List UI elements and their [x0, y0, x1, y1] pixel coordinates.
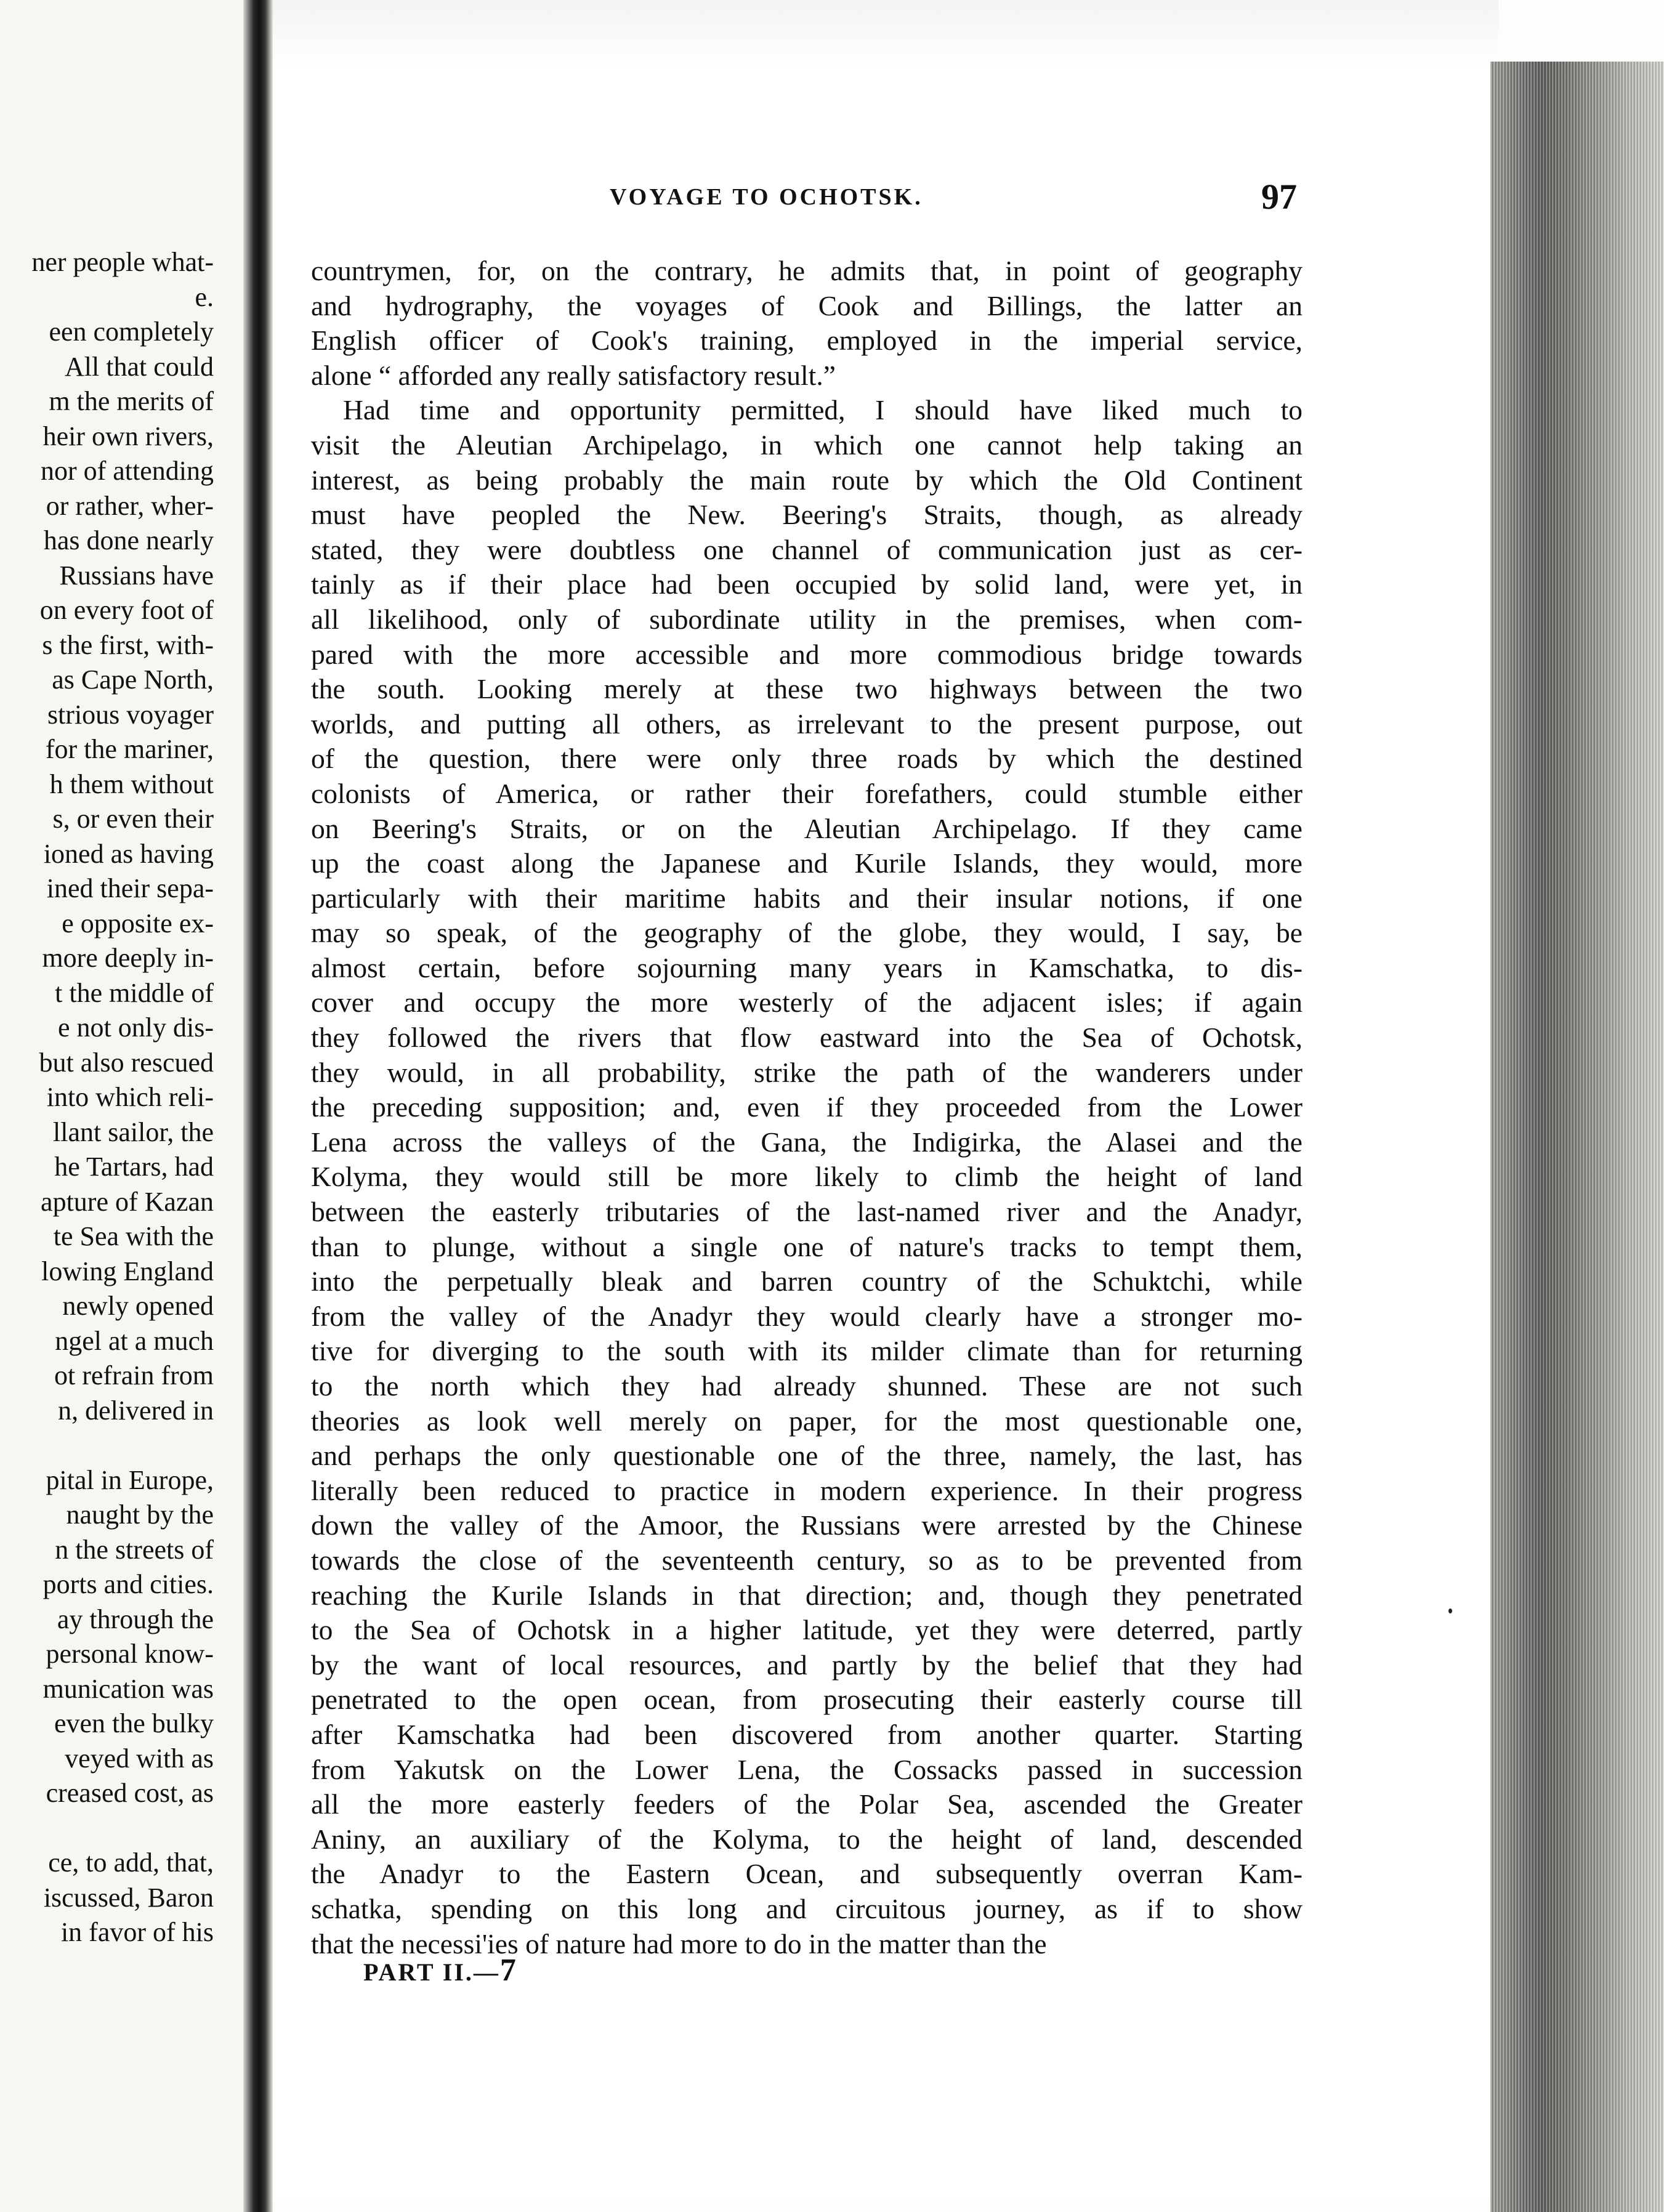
left-page-line: ngel at a much [55, 1325, 214, 1356]
left-page-line: creased cost, as [46, 1778, 214, 1808]
body-line: pared with the more accessible and more commodious bridge towards [311, 638, 1303, 670]
left-page-line: on every foot of [39, 595, 214, 625]
body-line: penetrated to the open ocean, from prosecuting their easterly course till [311, 1684, 1303, 1716]
left-page-line: s, or even their [52, 804, 214, 834]
body-line: Kolyma, they would still be more likely to climb the height of land [311, 1161, 1303, 1193]
left-page-line: in favor of his [60, 1917, 214, 1947]
body-line: English officer of Cook's training, employed in the imperial service, [311, 325, 1303, 357]
left-page-line: ot refrain from [54, 1360, 214, 1391]
body-line: from Yakutsk on the Lower Lena, the Cossacks passed in succession [311, 1753, 1303, 1785]
body-line: towards the close of the seventeenth century, so as to be prevented from [311, 1544, 1303, 1576]
left-page-text [0, 245, 214, 1950]
body-line: countrymen, for, on the contrary, he admits that, in point of geography [311, 255, 1303, 286]
body-line: they would, in all probability, strike the path of the wanderers under [311, 1056, 1303, 1088]
left-page-line: veyed with as [65, 1743, 214, 1774]
left-page-line: n, delivered in [58, 1395, 214, 1426]
running-head: VOYAGE TO OCHOTSK. [610, 184, 923, 210]
left-page-line: e not only dis- [58, 1012, 214, 1043]
left-page-line: naught by the [66, 1500, 214, 1530]
left-page-line: for the mariner, [45, 734, 214, 764]
left-page-line: e. [195, 281, 214, 312]
body-line: by the want of local resources, and partly by the belief that they had [311, 1649, 1303, 1681]
body-line: and perhaps the only questionable one of the three, namely, the last, has [311, 1440, 1303, 1472]
left-page-line: All that could [65, 351, 214, 382]
left-page-line: apture of Kazan [41, 1186, 214, 1217]
left-page-line: s the first, with- [42, 629, 214, 660]
left-page-line: personal know- [46, 1639, 214, 1669]
body-line: theories as look well merely on paper, for the most questionable one, [311, 1405, 1303, 1437]
left-page-line: te Sea with the [53, 1221, 214, 1251]
left-page-line: lowing England [41, 1256, 214, 1286]
left-page-line: has done nearly [43, 525, 214, 555]
body-line: schatka, spending on this long and circuitous journey, as if to show [311, 1892, 1303, 1924]
body-line: into the perpetually bleak and barren country of the Schuktchi, while [311, 1265, 1303, 1298]
body-line: Lena across the valleys of the Gana, the Indigirka, the Alasei and the [311, 1126, 1303, 1158]
body-line: may so speak, of the geography of the globe, they would, I say, be [311, 917, 1303, 949]
left-page-line [0, 1811, 214, 1846]
left-page-line: nor of attending [40, 456, 214, 486]
body-line: that the necessi'ies of nature had more to do in the matter than the [311, 1927, 1047, 1960]
left-page-line: e opposite ex- [62, 908, 214, 938]
left-page-line: ioned as having [43, 838, 214, 869]
ink-speck [1448, 1609, 1452, 1613]
body-line: Had time and opportunity permitted, I should have liked much to [343, 394, 1303, 426]
page-top-edge [273, 0, 1498, 68]
body-text [311, 254, 1303, 1961]
left-page-fragment [0, 0, 243, 2212]
body-line: to the north which they had already shunned. These are not such [311, 1370, 1303, 1402]
body-line: almost certain, before sojourning many years in Kamschatka, to dis- [311, 951, 1303, 983]
left-page-line: pital in Europe, [46, 1464, 214, 1495]
left-page-line: strious voyager [47, 699, 214, 730]
page-number: 97 [1261, 177, 1297, 217]
body-line: the south. Looking merely at these two highways between the two [311, 673, 1303, 705]
body-line: visit the Aleutian Archipelago, in which one cannot help taking an [311, 429, 1303, 461]
left-page-line: even the bulky [54, 1708, 214, 1738]
left-page-line: as Cape North, [52, 664, 214, 695]
left-page-line: more deeply in- [42, 943, 214, 973]
body-line: reaching the Kurile Islands in that direction; and, though they penetrated [311, 1579, 1303, 1611]
signature-text: PART II.— [363, 1958, 500, 1986]
body-line: down the valley of the Amoor, the Russians were arrested by the Chinese [311, 1509, 1303, 1541]
left-page-line: newly opened [62, 1291, 214, 1321]
left-page-line: ay through the [57, 1604, 214, 1634]
body-line: tainly as if their place had been occupied by solid land, were yet, in [311, 568, 1303, 600]
left-page-line: een completely [49, 317, 214, 347]
left-page-line: llant sailor, the [53, 1116, 214, 1147]
body-line: on Beering's Straits, or on the Aleutian Archipelago. If they came [311, 812, 1303, 844]
left-page-line [0, 1428, 214, 1463]
left-page-line: but also rescued [39, 1047, 214, 1078]
body-line: cover and occupy the more westerly of the adjacent isles; if again [311, 987, 1303, 1019]
signature-mark [363, 1952, 518, 1988]
body-line: to the Sea of Ochotsk in a higher latitude, yet they were deterred, partly [311, 1614, 1303, 1646]
left-page-line: ined their sepa- [46, 873, 214, 903]
body-line: alone “ afforded any really satisfactory result.” [311, 359, 836, 391]
left-page-line: ce, to add, that, [48, 1847, 214, 1878]
left-page-line: into which reli- [46, 1082, 214, 1112]
body-line: of the question, there were only three roads by which the destined [311, 743, 1303, 775]
left-page-line: or rather, wher- [46, 490, 214, 521]
body-line: all likelihood, only of subordinate utility in the premises, when com- [311, 603, 1303, 635]
left-page-line: m the merits of [49, 386, 214, 416]
left-page-line: t the middle of [55, 977, 214, 1008]
body-line: particularly with their maritime habits and their insular notions, if one [311, 882, 1303, 914]
body-line: than to plunge, without a single one of nature's tracks to tempt them, [311, 1230, 1303, 1262]
left-page-line: he Tartars, had [54, 1152, 214, 1182]
body-line: literally been reduced to practice in modern experience. In their progress [311, 1474, 1303, 1506]
left-page-line: munication was [42, 1673, 214, 1704]
body-line: must have peopled the New. Beering's Straits, though, as already [311, 499, 1303, 531]
body-line: they followed the rivers that flow eastward into the Sea of Ochotsk, [311, 1022, 1303, 1054]
page-edge-stack [1490, 62, 1664, 2212]
left-page-line: ports and cities. [42, 1569, 214, 1599]
body-line: the Anadyr to the Eastern Ocean, and subsequently overran Kam- [311, 1858, 1303, 1890]
signature-number: 7 [499, 1953, 518, 1988]
left-page-line: iscussed, Baron [43, 1882, 214, 1913]
body-line: stated, they were doubtless one channel of communication just as cer- [311, 533, 1303, 565]
body-line: interest, as being probably the main route by which the Old Continent [311, 464, 1303, 496]
body-line: tive for diverging to the south with its milder climate than for returning [311, 1335, 1303, 1367]
body-line: and hydrography, the voyages of Cook and Billings, the latter an [311, 289, 1303, 321]
body-line: between the easterly tributaries of the last-named river and the Anadyr, [311, 1196, 1303, 1228]
body-line: after Kamschatka had been discovered from another quarter. Starting [311, 1718, 1303, 1750]
body-line: Aniny, an auxiliary of the Kolyma, to the height of land, descended [311, 1823, 1303, 1855]
body-line: up the coast along the Japanese and Kurile Islands, they would, more [311, 847, 1303, 879]
left-page-line: ner people what- [31, 247, 214, 277]
body-line: the preceding supposition; and, even if they proceeded from the Lower [311, 1091, 1303, 1123]
body-line: all the more easterly feeders of the Polar Sea, ascended the Greater [311, 1788, 1303, 1820]
body-line: colonists of America, or rather their forefathers, could stumble either [311, 777, 1303, 809]
left-page-line: Russians have [59, 560, 214, 591]
left-page-line: n the streets of [55, 1534, 214, 1565]
body-line: worlds, and putting all others, as irrelevant to the present purpose, out [311, 708, 1303, 740]
body-line: from the valley of the Anadyr they would clearly have a stronger mo- [311, 1300, 1303, 1332]
book-gutter [243, 0, 273, 2212]
left-page-line: h them without [49, 769, 214, 799]
left-page-line: heir own rivers, [42, 421, 214, 451]
